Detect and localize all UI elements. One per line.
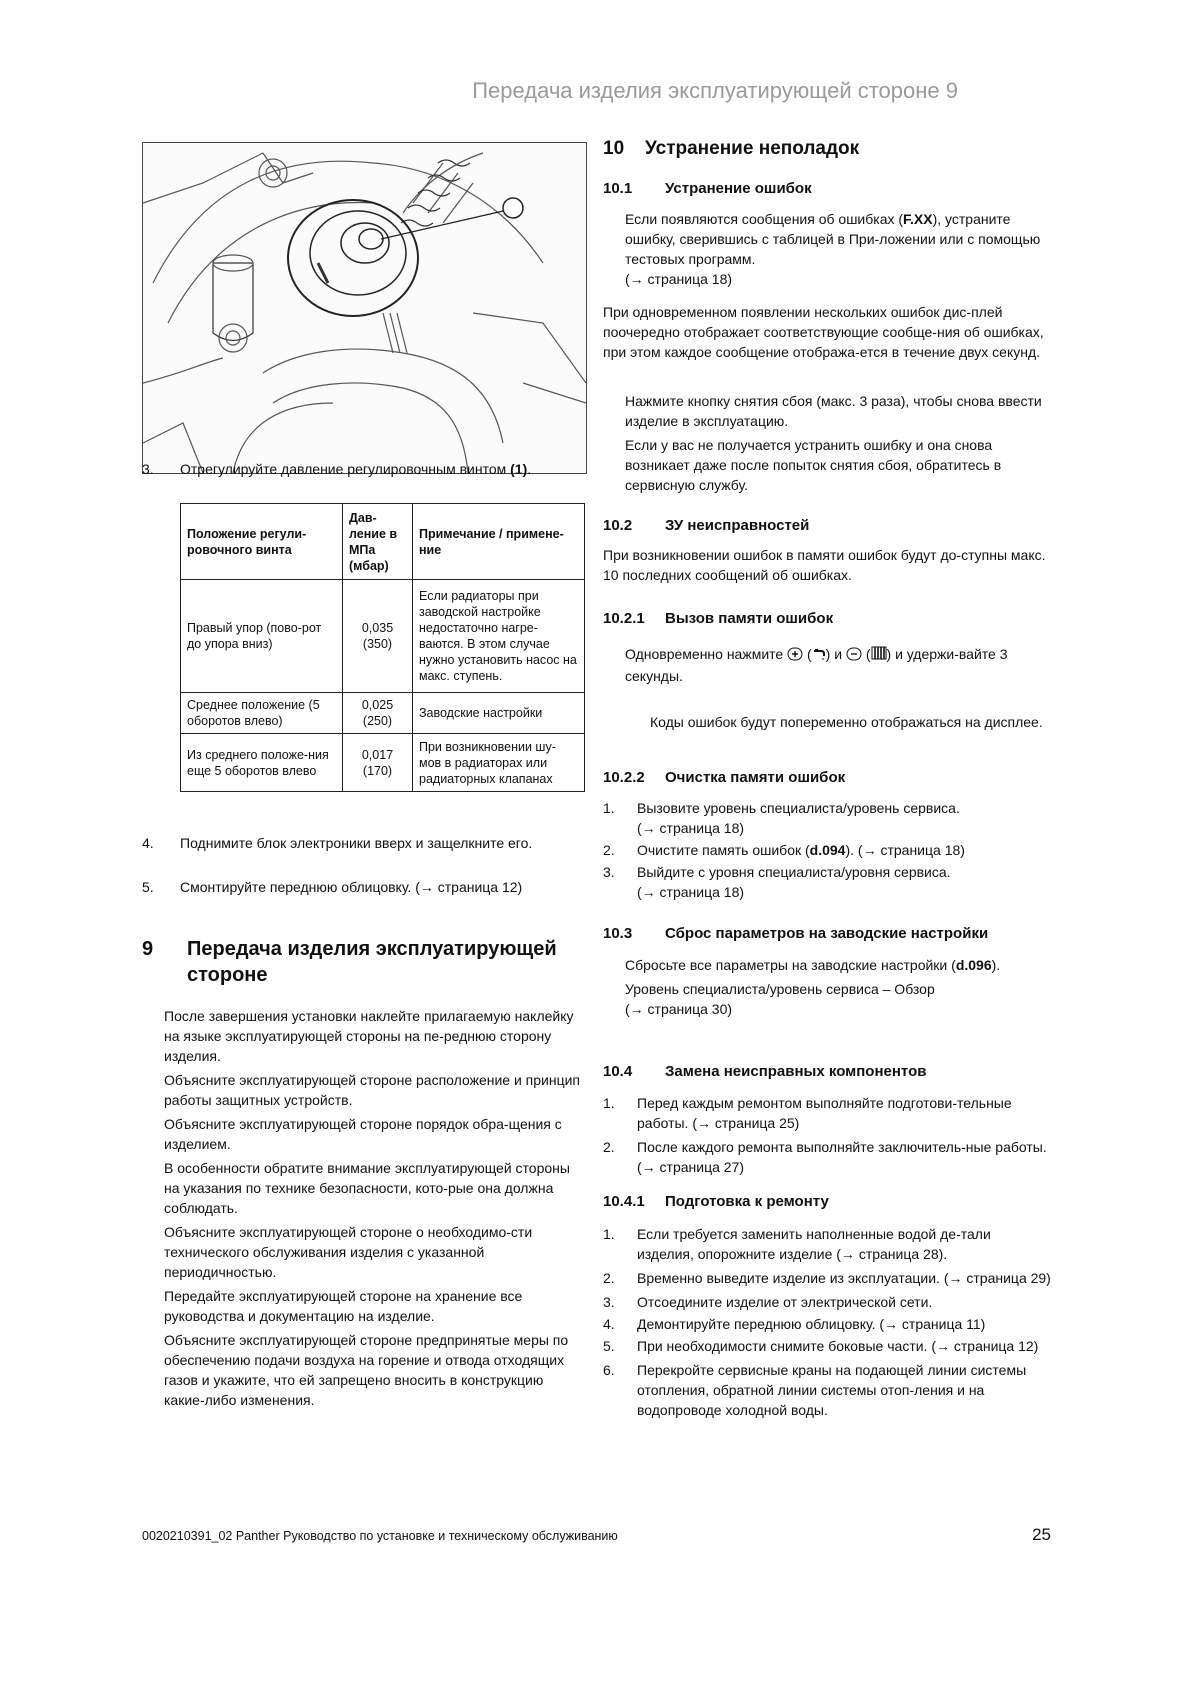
step-number: 4. [142, 835, 154, 851]
list-number: 2. [603, 1270, 615, 1286]
paragraph: Нажмите кнопку снятия сбоя (макс. 3 раза), чтобы снова ввести изделие в эксплуатацию. [625, 393, 1042, 429]
section-title: ЗУ неисправностей [665, 517, 810, 534]
section-number: 10.4 [603, 1063, 633, 1080]
section-title: Сброс параметров на заводские настройки [665, 925, 989, 942]
adjustment-screw-figure [142, 142, 587, 474]
paragraph: Коды ошибок будут попеременно отображаться на дисплее. [650, 714, 1043, 730]
table-cell: 0,017 (170) [343, 734, 413, 792]
table-row [181, 734, 585, 792]
section-10-2-2-list [603, 798, 1051, 902]
section-10-4-heading [603, 1063, 1051, 1080]
section-title: Устранение ошибок [665, 180, 812, 197]
minus-button-icon [846, 646, 862, 666]
table-row [181, 580, 585, 693]
table-header-cell: Дав-ление в МПа (мбар) [343, 504, 413, 580]
error-code: F.XX [903, 211, 933, 227]
adjustment-table-wrapper [180, 503, 585, 792]
step-text: Смонтируйте переднюю облицовку. (→ страница 12) [180, 879, 523, 895]
text: Одновременно нажмите [625, 646, 784, 662]
section-10-2-1-heading [603, 610, 1051, 627]
page-reference: (→ страница 30) [625, 1001, 733, 1017]
section-number: 10 [603, 138, 625, 159]
section-10-2-1-result [650, 712, 1051, 732]
hot-water-tap-icon [812, 646, 826, 666]
section-10-1-heading [603, 180, 1051, 197]
page-reference: (→ страница 18) [625, 271, 733, 287]
list-text: Вызовите уровень специалиста/уровень сервиса. [637, 800, 960, 816]
step-3 [142, 459, 585, 479]
table-header-row [181, 504, 585, 580]
table-cell: 0,025 (250) [343, 693, 413, 734]
paragraph: В особенности обратите внимание эксплуатирующей стороны на указания по технике безопасности, кото-рые она должна соблюдать. [164, 1160, 570, 1216]
table-cell: Заводские настройки [413, 693, 585, 734]
paragraph: Объясните эксплуатирующей стороне предпринятые меры по обеспечению подачи воздуха на горение и отвода отходящих газов и укажите, что ей запрещено вносить в конструкцию какие-либо изменения. [164, 1332, 569, 1408]
list-number: 3. [603, 1294, 615, 1310]
paragraph: Объясните эксплуатирующей стороне порядок обра-щения с изделием. [164, 1116, 562, 1152]
section-title: Передача изделия эксплуатирующей стороне [187, 938, 557, 986]
section-10-2-1-body [625, 644, 1051, 686]
list-text: Выйдите с уровня специалиста/уровня сервиса. [637, 864, 951, 880]
list-text: Перекройте сервисные краны на подающей линии системы отопления, обратной линии системы отоп-ления и на водопроводе холодной воды. [637, 1362, 1027, 1418]
section-10-heading [603, 136, 1051, 162]
section-number: 10.2.1 [603, 610, 645, 627]
paragraph: Если у вас не получается устранить ошибку и она снова возникает даже после попыток снятия сбоя, обратитесь в сервисную службу. [625, 437, 1002, 493]
table-header-cell: Положение регули-ровочного винта [181, 504, 343, 580]
list-number: 1. [603, 800, 615, 816]
diagnostic-code: d.096 [955, 957, 992, 973]
open-paren: ( [806, 646, 812, 662]
list-number: 1. [603, 1226, 615, 1242]
page-reference: (→ страница 18) [637, 820, 745, 836]
radiator-icon [871, 645, 887, 666]
paragraph: Передайте эксплуатирующей стороне на хранение все руководства и документацию на изделие. [164, 1288, 523, 1324]
table-cell: Правый упор (пово-рот до упора вниз) [181, 580, 343, 693]
list-text: Очистите память ошибок ( [637, 842, 810, 858]
table-cell: 0,035 (350) [343, 580, 413, 693]
table-cell: Из среднего положе-ния еще 5 оборотов влево [181, 734, 343, 792]
step-5 [142, 877, 585, 897]
list-text: ). (→ страница 18) [845, 842, 965, 858]
list-text: Если требуется заменить наполненные водой де-тали изделия, опорожните изделие (→ страница 28). [637, 1226, 991, 1262]
list-number: 2. [603, 842, 615, 858]
section-10-3-body [625, 955, 1051, 1019]
text: ). [991, 957, 1001, 973]
list-text: Демонтируйте переднюю облицовку. (→ страница 11) [637, 1316, 986, 1332]
text: ), устраните ошибку, сверившись с таблицей в При-ложении или с помощью тестовых программ. [625, 211, 1041, 267]
section-title: Вызов памяти ошибок [665, 610, 834, 627]
technical-drawing [143, 143, 586, 473]
text: Если появляются сообщения об ошибках ( [625, 211, 904, 227]
paragraph: После завершения установки наклейте прилагаемую наклейку на языке эксплуатирующей стороны на пе-реднюю сторону изделия. [164, 1008, 574, 1064]
list-text: Отсоедините изделие от электрической сети. [637, 1294, 933, 1310]
running-header: Передача изделия эксплуатирующей стороне 9 [472, 78, 958, 103]
section-title: Замена неисправных компонентов [665, 1063, 927, 1080]
list-number: 1. [603, 1095, 615, 1111]
paragraph: При возникновении ошибок в памяти ошибок будут до-ступны макс. 10 последних сообщений об ошибках. [603, 547, 1046, 583]
section-10-1-para2 [603, 302, 1051, 362]
list-number: 6. [603, 1362, 615, 1378]
section-9-body [164, 1006, 585, 1410]
section-number: 10.4.1 [603, 1193, 645, 1210]
text: Уровень специалиста/уровень сервиса – Обзор [625, 981, 935, 997]
section-10-4-1-list [603, 1224, 1051, 1420]
section-title: Подготовка к ремонту [665, 1193, 829, 1210]
step-end: . [527, 461, 532, 477]
paragraph: Объясните эксплуатирующей стороне о необходимо-сти технического обслуживания изделия с указанной периодичностью. [164, 1224, 533, 1280]
section-title: Очистка памяти ошибок [665, 769, 846, 786]
section-9-heading [142, 936, 585, 988]
step-text: Поднимите блок электроники вверх и защелкните его. [180, 835, 533, 851]
text: и [834, 646, 843, 662]
close-paren: ) [886, 646, 892, 662]
section-10-4-list [603, 1093, 1051, 1177]
step-4 [142, 833, 585, 853]
open-paren: ( [865, 646, 871, 662]
section-10-3-heading [603, 925, 1051, 942]
text: и удержи-вайте 3 секунды. [625, 646, 1008, 684]
step-number: 5. [142, 879, 154, 895]
table-header-cell: Примечание / примене-ние [413, 504, 585, 580]
list-number: 3. [603, 864, 615, 880]
table-row [181, 693, 585, 734]
section-number: 10.2 [603, 517, 633, 534]
list-number: 2. [603, 1139, 615, 1155]
section-10-2-2-heading [603, 769, 1051, 786]
section-title: Устранение неполадок [645, 138, 860, 159]
table-cell: При возникновении шу-мов в радиаторах или радиаторных клапанах [413, 734, 585, 792]
close-paren: ) [825, 646, 831, 662]
step-text: Отрегулируйте давление регулировочным винтом [180, 461, 507, 477]
page-reference: (→ страница 18) [637, 884, 745, 900]
list-number: 4. [603, 1316, 615, 1332]
text: Сбросьте все параметры на заводские настройки ( [625, 957, 956, 973]
list-text: При необходимости снимите боковые части. (→ страница 12) [637, 1338, 1039, 1354]
section-10-1-intro [625, 209, 1051, 289]
section-number: 10.1 [603, 180, 633, 197]
footer-document-line: 0020210391_02 Panther Руководство по установке и техническому обслуживанию [142, 1529, 618, 1543]
section-10-4-1-heading [603, 1193, 1051, 1210]
paragraph: При одновременном появлении нескольких ошибок дис-плей поочередно отображает соответствующие сообще-ния об ошибках, при этом каждое сообщение отобража-ется в течение двух секунд. [603, 304, 1044, 360]
adjustment-table [180, 503, 585, 792]
list-text: Перед каждым ремонтом выполняйте подготови-тельные работы. (→ страница 25) [637, 1095, 1012, 1131]
section-10-2-body [603, 545, 1051, 585]
paragraph: Объясните эксплуатирующей стороне расположение и принцип работы защитных устройств. [164, 1072, 581, 1108]
list-text: После каждого ремонта выполняйте заключитель-ные работы. (→ страница 27) [637, 1139, 1047, 1175]
step-number: 3. [142, 461, 154, 477]
section-number: 10.2.2 [603, 769, 645, 786]
callout-reference: (1) [510, 461, 528, 477]
section-number: 9 [142, 938, 154, 960]
section-10-1-para3 [625, 391, 1051, 495]
diagnostic-code: d.094 [809, 842, 846, 858]
plus-button-icon [787, 646, 803, 666]
table-cell: Если радиаторы при заводской настройке недостаточно нагре-ваются. В этом случае нужно установить насос на макс. ступень. [413, 580, 585, 693]
list-number: 5. [603, 1338, 615, 1354]
list-text: Временно выведите изделие из эксплуатации. (→ страница 29) [637, 1270, 1051, 1286]
table-cell: Среднее положение (5 оборотов влево) [181, 693, 343, 734]
section-number: 10.3 [603, 925, 633, 942]
page-number: 25 [1032, 1525, 1051, 1544]
section-10-2-heading [603, 517, 1051, 534]
